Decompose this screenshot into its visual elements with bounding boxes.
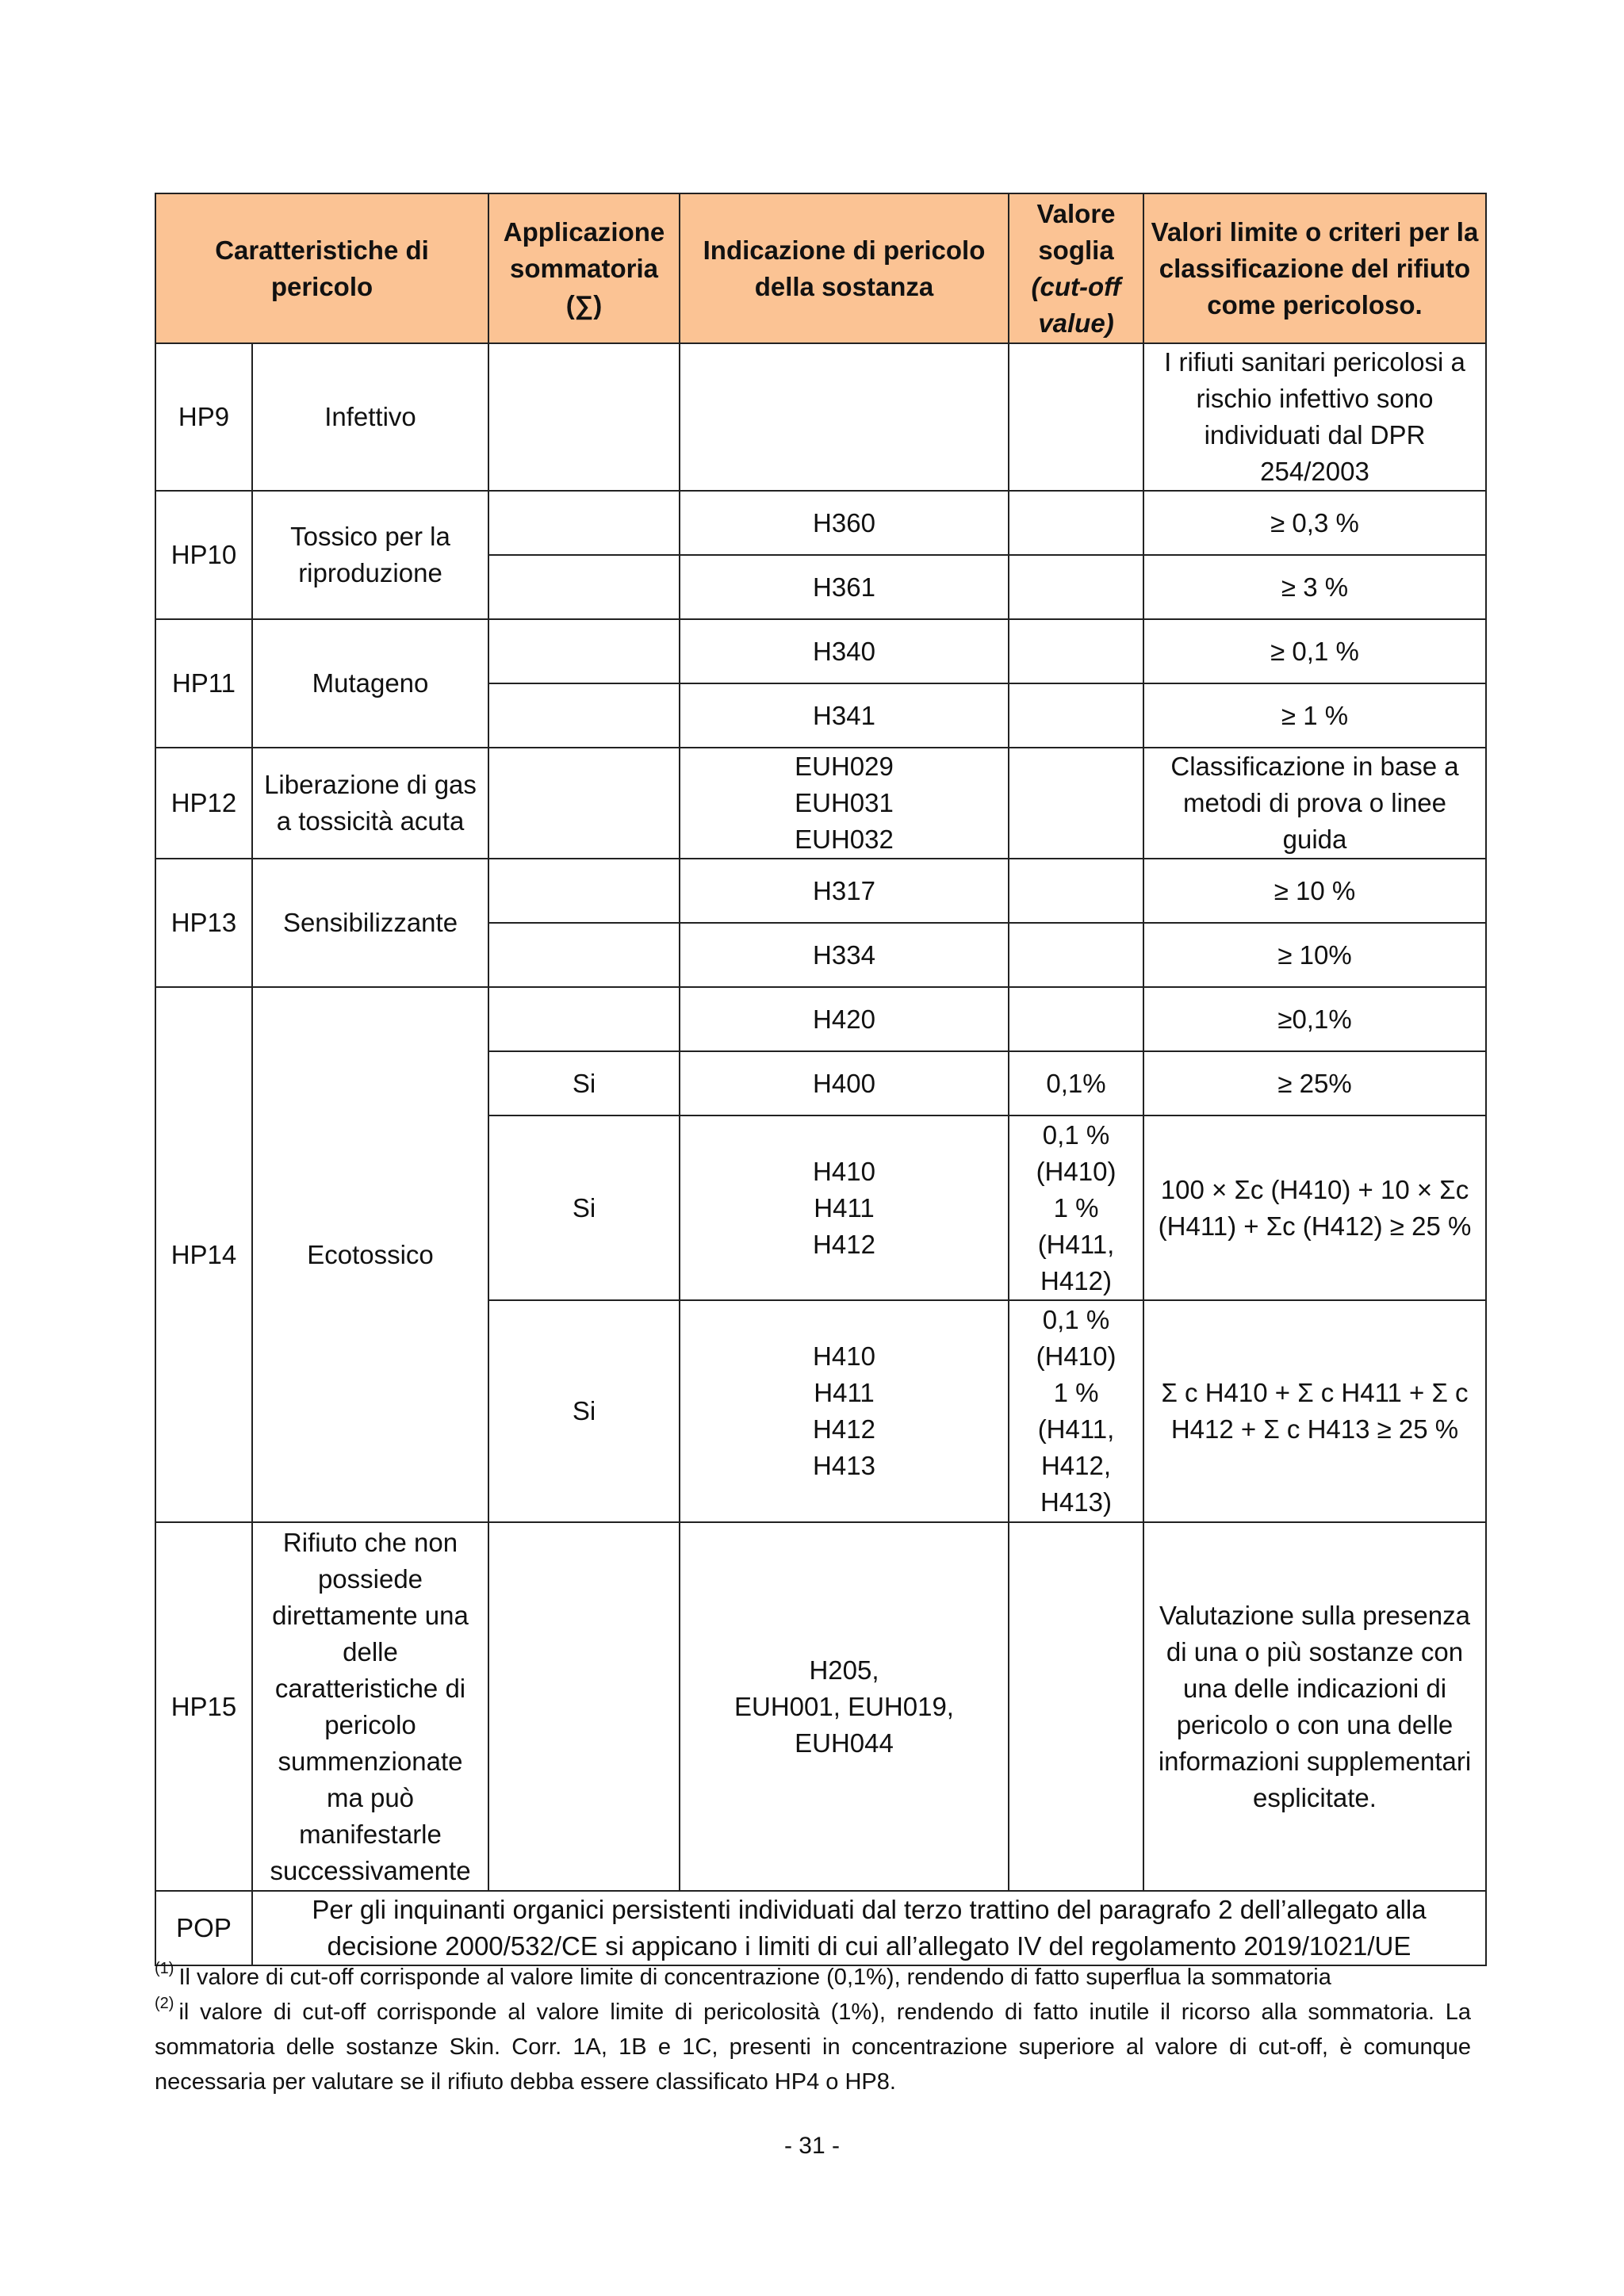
hazard-cell: H317	[680, 859, 1009, 923]
hp-code: HP14	[155, 987, 252, 1522]
limit-cell: Σ c H410 + Σ c H411 + Σ c H412 + Σ c H413 ≥ 25 %	[1143, 1300, 1486, 1522]
cutoff-cell	[1009, 619, 1143, 683]
limit-cell: ≥ 1 %	[1143, 683, 1486, 748]
limit-cell: Classificazione in base a metodi di prova o linee guida	[1143, 748, 1486, 859]
cutoff-cell	[1009, 491, 1143, 555]
table-row-hp12	[155, 748, 1486, 859]
limit-cell: ≥ 0,1 %	[1143, 619, 1486, 683]
hazard-cell: H410 H411 H412	[680, 1115, 1009, 1300]
limit-cell: ≥ 10%	[1143, 923, 1486, 987]
summation-cell: Si	[488, 1300, 680, 1522]
footnote-text: Il valore di cut-off corrisponde al valore limite di concentrazione (0,1%), rendendo di fatto superflua la sommatoria	[178, 1965, 1331, 1990]
table-row-hp10	[155, 491, 1486, 555]
summation-cell	[488, 619, 680, 683]
hazard-cell: H400	[680, 1051, 1009, 1115]
pop-description: Per gli inquinanti organici persistenti individuati dal terzo trattino del paragrafo 2 dell’allegato alla decisione 2000/532/CE si appicano i limiti di cui all’allegato IV del regolamento 2019/1021/UE	[252, 1891, 1486, 1965]
table-row-hp11	[155, 619, 1486, 683]
summation-cell	[488, 1522, 680, 1891]
hp-name: Rifiuto che non possiede direttamente una delle caratteristiche di pericolo summenzionate ma può manifestarle successivamente	[252, 1522, 488, 1891]
hp-name: Infettivo	[252, 343, 488, 491]
table-header-row	[155, 193, 1486, 343]
hp-name: Ecotossico	[252, 987, 488, 1522]
page-number: - 31 -	[783, 2133, 841, 2159]
hazard-cell: H205, EUH001, EUH019, EUH044	[680, 1522, 1009, 1891]
table-row-hp14	[155, 987, 1486, 1051]
summation-cell	[488, 748, 680, 859]
limit-cell: ≥ 0,3 %	[1143, 491, 1486, 555]
footnotes	[155, 1960, 1471, 2099]
table-row-pop	[155, 1891, 1486, 1965]
header-cutoff-italic: (cut-off value)	[1031, 271, 1121, 338]
summation-cell: Si	[488, 1115, 680, 1300]
cutoff-cell	[1009, 987, 1143, 1051]
limit-cell: ≥ 3 %	[1143, 555, 1486, 619]
hp-name: Tossico per la riproduzione	[252, 491, 488, 619]
header-summation: Applicazione sommatoria (∑)	[488, 193, 680, 343]
table-row-hp15	[155, 1522, 1486, 1891]
cutoff-cell	[1009, 859, 1143, 923]
footnote-2	[155, 1995, 1471, 2099]
header-limit-values: Valori limite o criteri per la classificazione del rifiuto come pericoloso.	[1143, 193, 1486, 343]
hp-code: HP13	[155, 859, 252, 987]
hp-name: Mutageno	[252, 619, 488, 748]
summation-cell	[488, 555, 680, 619]
summation-cell	[488, 987, 680, 1051]
limit-cell: ≥0,1%	[1143, 987, 1486, 1051]
summation-cell	[488, 343, 680, 491]
table-row-hp9	[155, 343, 1486, 491]
hp-code: HP9	[155, 343, 252, 491]
hp-code: POP	[155, 1891, 252, 1965]
cutoff-cell: 0,1%	[1009, 1051, 1143, 1115]
summation-cell	[488, 491, 680, 555]
hazard-cell: H340	[680, 619, 1009, 683]
cutoff-cell	[1009, 683, 1143, 748]
limit-cell: 100 × Σc (H410) + 10 × Σc (H411) + Σc (H412) ≥ 25 %	[1143, 1115, 1486, 1300]
header-hazard-characteristics: Caratteristiche di pericolo	[155, 193, 488, 343]
hazard-cell	[680, 343, 1009, 491]
summation-cell	[488, 683, 680, 748]
cutoff-cell: 0,1 % (H410) 1 % (H411, H412)	[1009, 1115, 1143, 1300]
hazard-cell: H420	[680, 987, 1009, 1051]
summation-cell: Si	[488, 1051, 680, 1115]
footnote-marker: (1)	[155, 1960, 174, 1977]
cutoff-cell	[1009, 923, 1143, 987]
hazard-cell: H334	[680, 923, 1009, 987]
hp-code: HP10	[155, 491, 252, 619]
header-hazard-statement: Indicazione di pericolo della sostanza	[680, 193, 1009, 343]
cutoff-cell: 0,1 % (H410) 1 % (H411, H412, H413)	[1009, 1300, 1143, 1522]
limit-cell: I rifiuti sanitari pericolosi a rischio infettivo sono individuati dal DPR 254/2003	[1143, 343, 1486, 491]
hazard-cell: EUH029 EUH031 EUH032	[680, 748, 1009, 859]
hazard-cell: H360	[680, 491, 1009, 555]
summation-cell	[488, 923, 680, 987]
hp-name: Liberazione di gas a tossicità acuta	[252, 748, 488, 859]
hazard-cell: H410 H411 H412 H413	[680, 1300, 1009, 1522]
hp-code: HP11	[155, 619, 252, 748]
cutoff-cell	[1009, 748, 1143, 859]
limit-cell: Valutazione sulla presenza di una o più sostanze con una delle indicazioni di pericolo o con una delle informazioni supplementari esplicitate.	[1143, 1522, 1486, 1891]
hazard-properties-table	[155, 193, 1487, 1966]
table-row-hp13	[155, 859, 1486, 923]
header-cutoff	[1009, 193, 1143, 343]
hazard-cell: H341	[680, 683, 1009, 748]
footnote-marker: (2)	[155, 1995, 174, 2012]
cutoff-cell	[1009, 1522, 1143, 1891]
cutoff-cell	[1009, 555, 1143, 619]
hazard-cell: H361	[680, 555, 1009, 619]
hp-code: HP12	[155, 748, 252, 859]
footnote-1	[155, 1960, 1471, 1995]
cutoff-cell	[1009, 343, 1143, 491]
limit-cell: ≥ 10 %	[1143, 859, 1486, 923]
summation-cell	[488, 859, 680, 923]
hp-code: HP15	[155, 1522, 252, 1891]
footnote-text: il valore di cut-off corrisponde al valore limite di pericolosità (1%), rendendo di fatto inutile il ricorso alla sommatoria. La sommatoria delle sostanze Skin. Corr. 1A, 1B e 1C, presenti in concentrazione superiore al valore di cut-off, è comunque necessaria per valutare se il rifiuto debba essere classificato HP4 o HP8.	[155, 1999, 1471, 2095]
hp-name: Sensibilizzante	[252, 859, 488, 987]
limit-cell: ≥ 25%	[1143, 1051, 1486, 1115]
header-cutoff-label: Valore soglia	[1036, 198, 1116, 265]
